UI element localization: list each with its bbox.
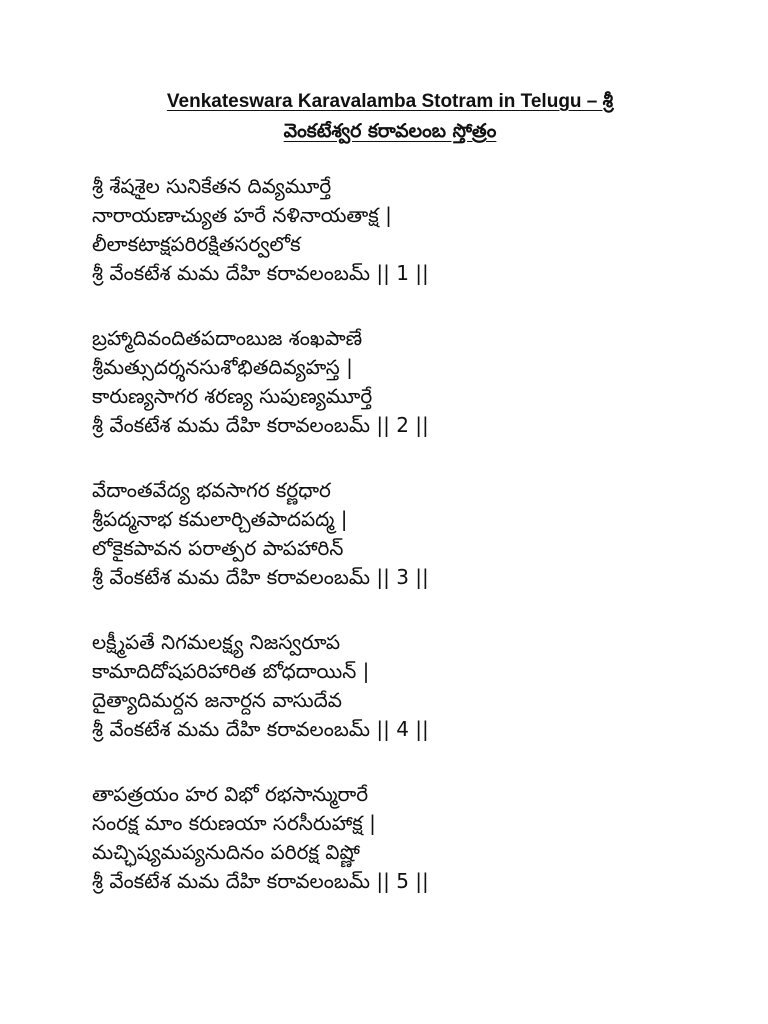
- verse-5: [92, 780, 732, 896]
- verse-line: కామాదిదోషపరిహారిత బోధదాయిన్ |: [92, 659, 370, 683]
- title-line-english: Venkateswara Karavalamba Stotram in Telugu – శ్రీ: [166, 91, 614, 112]
- verses-container: [92, 172, 732, 932]
- verse-line: శ్రీపద్మనాభ కమలార్చితపాదపద్మ |: [92, 507, 348, 531]
- verse-line: తాపత్రయం హర విభో రభసాన్మురారే: [92, 782, 369, 806]
- verse-line: వేదాంతవేద్య భవసాగర కర్ణధార: [92, 478, 331, 502]
- verse-1: [92, 172, 732, 288]
- verse-line: సంరక్ష మాం కరుణయా సరసీరుహాక్ష |: [92, 811, 376, 835]
- verse-refrain-line: శ్రీ వేంకటేశ మమ దేహి కరావలంబమ్ || 4 ||: [92, 717, 429, 741]
- verse-line: లోకైకపావన పరాత్పర పాపహారిన్: [92, 536, 344, 560]
- verse-4: [92, 628, 732, 744]
- verse-line: శ్రీ శేషశైల సునికేతన దివ్యమూర్తే: [92, 174, 332, 198]
- verse-line: మచ్ఛిష్యమప్యనుదినం పరిరక్ష విష్ణో: [92, 840, 360, 864]
- verse-line: లక్ష్మీపతే నిగమలక్ష్య నిజస్వరూప: [92, 630, 341, 654]
- verse-line: శ్రీమత్సుదర్శనసుశోభితదివ్యహస్త |: [92, 355, 353, 379]
- verse-line: బ్రహ్మాదివందితపదాంబుజ శంఖపాణే: [92, 326, 363, 350]
- verse-line: నారాయణాచ్యుత హరే నళినాయతాక్ష |: [92, 203, 392, 227]
- verse-refrain-line: శ్రీ వేంకటేశ మమ దేహి కరావలంబమ్ || 5 ||: [92, 869, 429, 893]
- verse-refrain-line: శ్రీ వేంకటేశ మమ దేహి కరావలంబమ్ || 2 ||: [92, 413, 429, 437]
- verse-3: [92, 476, 732, 592]
- verse-line: కారుణ్యసాగర శరణ్య సుపుణ్యమూర్తే: [92, 384, 373, 408]
- document-title: [100, 88, 680, 146]
- verse-refrain-line: శ్రీ వేంకటేశ మమ దేహి కరావలంబమ్ || 3 ||: [92, 565, 429, 589]
- verse-refrain-line: శ్రీ వేంకటేశ మమ దేహి కరావలంబమ్ || 1 ||: [92, 261, 429, 285]
- title-line-telugu: వెంకటేశ్వర కరావలంబ స్తోత్రం: [283, 120, 497, 142]
- verse-line: లీలాకటాక్షపరిరక్షితసర్వలోక: [92, 232, 301, 256]
- verse-2: [92, 324, 732, 440]
- verse-line: దైత్యాదిమర్దన జనార్దన వాసుదేవ: [92, 688, 342, 712]
